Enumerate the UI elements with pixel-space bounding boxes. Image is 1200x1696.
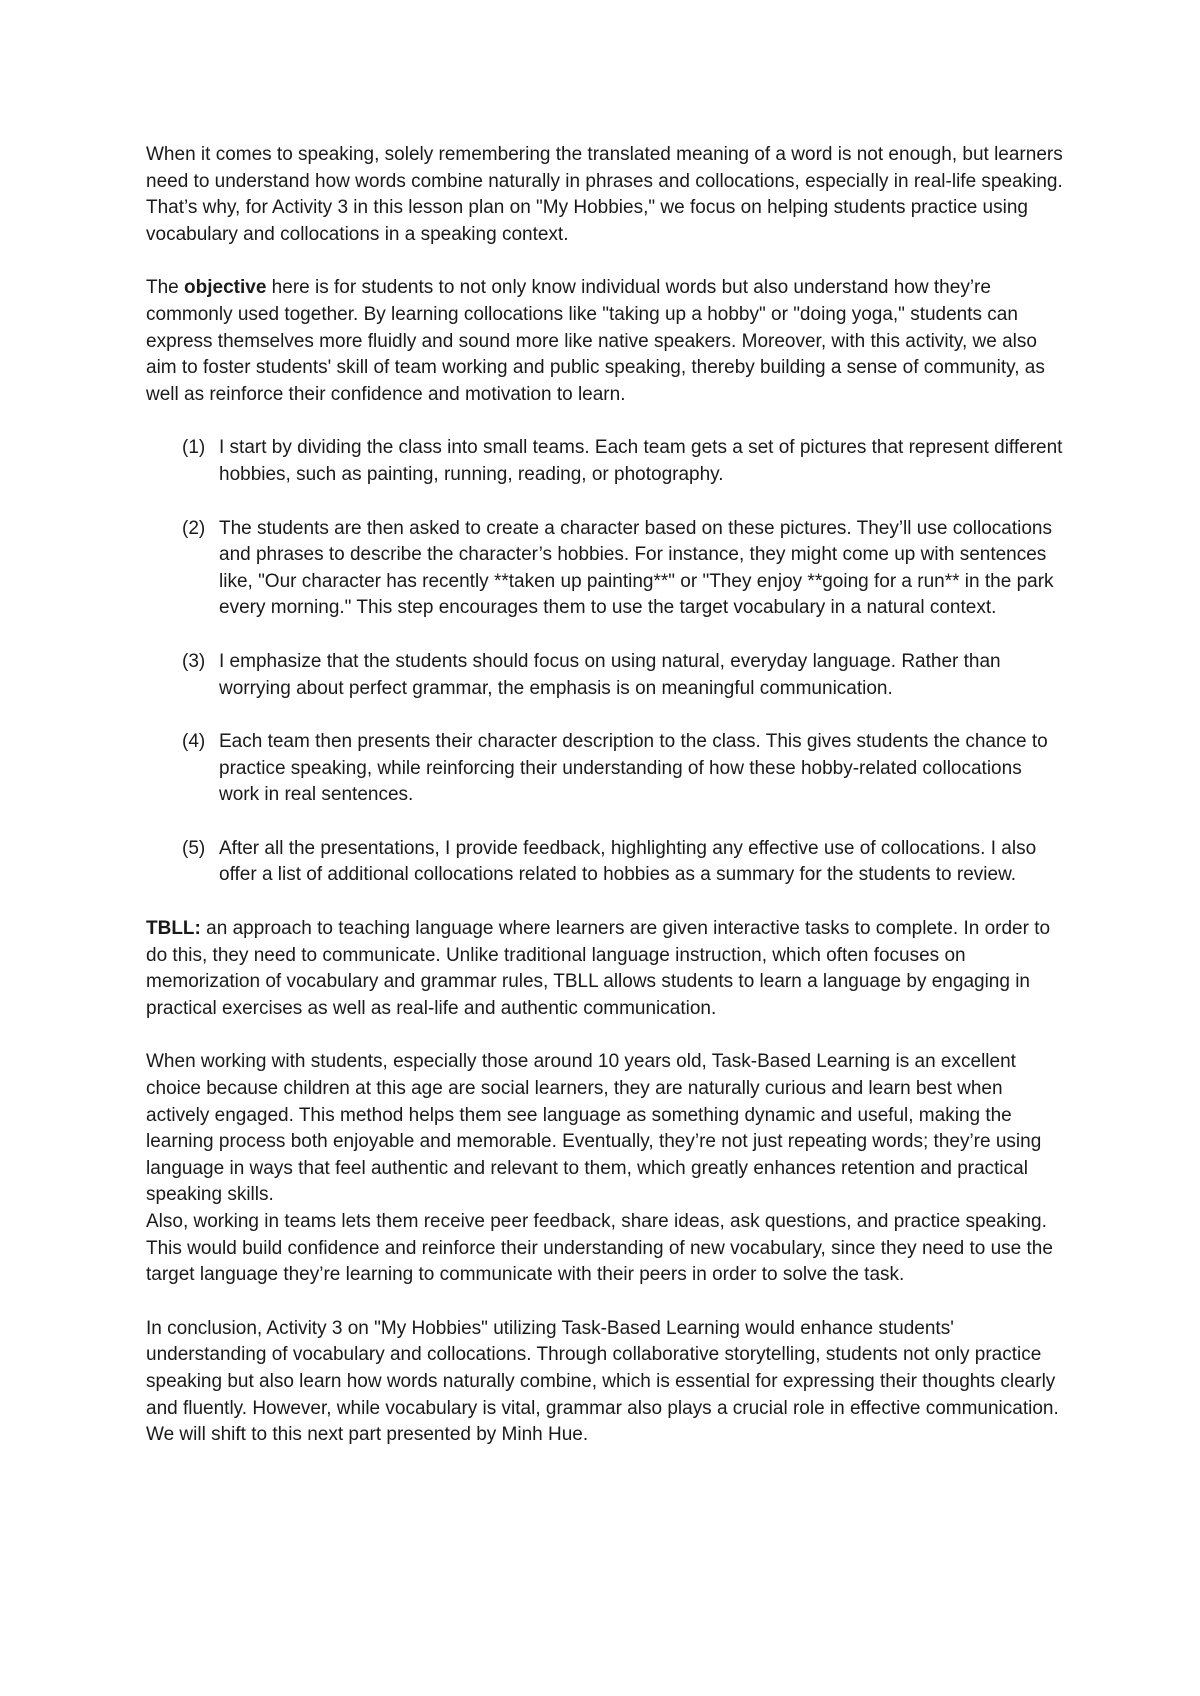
tbll-definition-text: an approach to teaching language where learners are given interactive tasks to complete. In order to do this, they need to communicate. Unlike traditional language instruction, which often focuses on memorization of vocabulary and grammar rules, TBLL allows students to learn a language by engaging in practical exercises as well as real-life and authentic communication. [146,918,1051,1019]
document-page [146,142,1064,1476]
tbll-definition-paragraph [146,916,1064,1022]
step-text: The students are then asked to create a character based on these pictures. They’ll use collocations and phrases to describe the character’s hobbies. For instance, they might come up with sentences like, "Our character has recently **taken up painting**" or "They enjoy **going for a run** in the park every morning." This step encourages them to use the target vocabulary in a natural context. [219,517,1054,619]
step-text: I emphasize that the students should focus on using natural, everyday language. Rather than worrying about perfect grammar, the emphasis is on meaningful communication. [219,650,1001,699]
list-item [146,729,1064,809]
step-number: (2) [182,517,206,539]
tbll-label: TBLL: [146,918,201,940]
step-number: (5) [182,837,206,859]
teamwork-paragraph: Also, working in teams lets them receive peer feedback, share ideas, ask questions, and practice speaking. This would build confidence and reinforce their understanding of new vocabulary, since they need to use the target language they’re learning to communicate with their peers in order to solve the task. [146,1211,1053,1286]
list-item [146,435,1064,488]
task-based-learning-paragraph: When working with students, especially those around 10 years old, Task-Based Learning is an excellent choice because children at this age are social learners, they are naturally curious and learn best when actively engaged. This method helps them see language as something dynamic and useful, making the learning process both enjoyable and memorable. Eventually, they’re not just repeating words; they’re using language in ways that feel authentic and relevant to them, which greatly enhances retention and practical speaking skills. [146,1051,1042,1206]
step-text: I start by dividing the class into small teams. Each team gets a set of pictures that represent different hobbies, such as painting, running, reading, or photography. [219,437,1063,485]
step-number: (4) [182,731,206,753]
step-text: Each team then presents their character description to the class. This gives students the chance to practice speaking, while reinforcing their understanding of how these hobby-related collocations work in real sentences. [219,731,1048,806]
list-item [146,836,1064,889]
conclusion-paragraph: In conclusion, Activity 3 on "My Hobbies" utilizing Task-Based Learning would enhance students' understanding of vocabulary and collocations. Through collaborative storytelling, students not only practice speaking but also learn how words naturally combine, which is essential for expressing their thoughts clearly and fluently. However, while vocabulary is vital, grammar also plays a crucial role in effective communication. We will shift to this next part presented by Minh Hue. [146,1317,1059,1446]
list-item [146,649,1064,702]
step-text: After all the presentations, I provide feedback, highlighting any effective use of collocations. I also offer a list of additional collocations related to hobbies as a summary for the students to review. [219,837,1037,886]
intro-paragraph: When it comes to speaking, solely remembering the translated meaning of a word is not enough, but learners need to understand how words combine naturally in phrases and collocations, especially in real-life speaking. That’s why, for Activity 3 in this lesson plan on "My Hobbies," we focus on helping students practice using vocabulary and collocations in a speaking context. [146,144,1063,245]
objective-prefix: The [146,277,185,299]
objective-text: here is for students to not only know individual words but also understand how they’re commonly used together. By learning collocations like "taking up a hobby" or "doing yoga," students can express themselves more fluidly and sound more like native speakers. Moreover, with this activity, we also aim to foster students' skill of team working and public speaking, thereby building a sense of community, as well as reinforce their confidence and motivation to learn. [146,277,1045,405]
activity-steps-list [146,435,1064,889]
objective-paragraph [146,275,1064,408]
objective-term: objective [184,277,267,299]
list-item [146,516,1064,622]
step-number: (1) [182,437,206,459]
step-number: (3) [182,650,206,672]
